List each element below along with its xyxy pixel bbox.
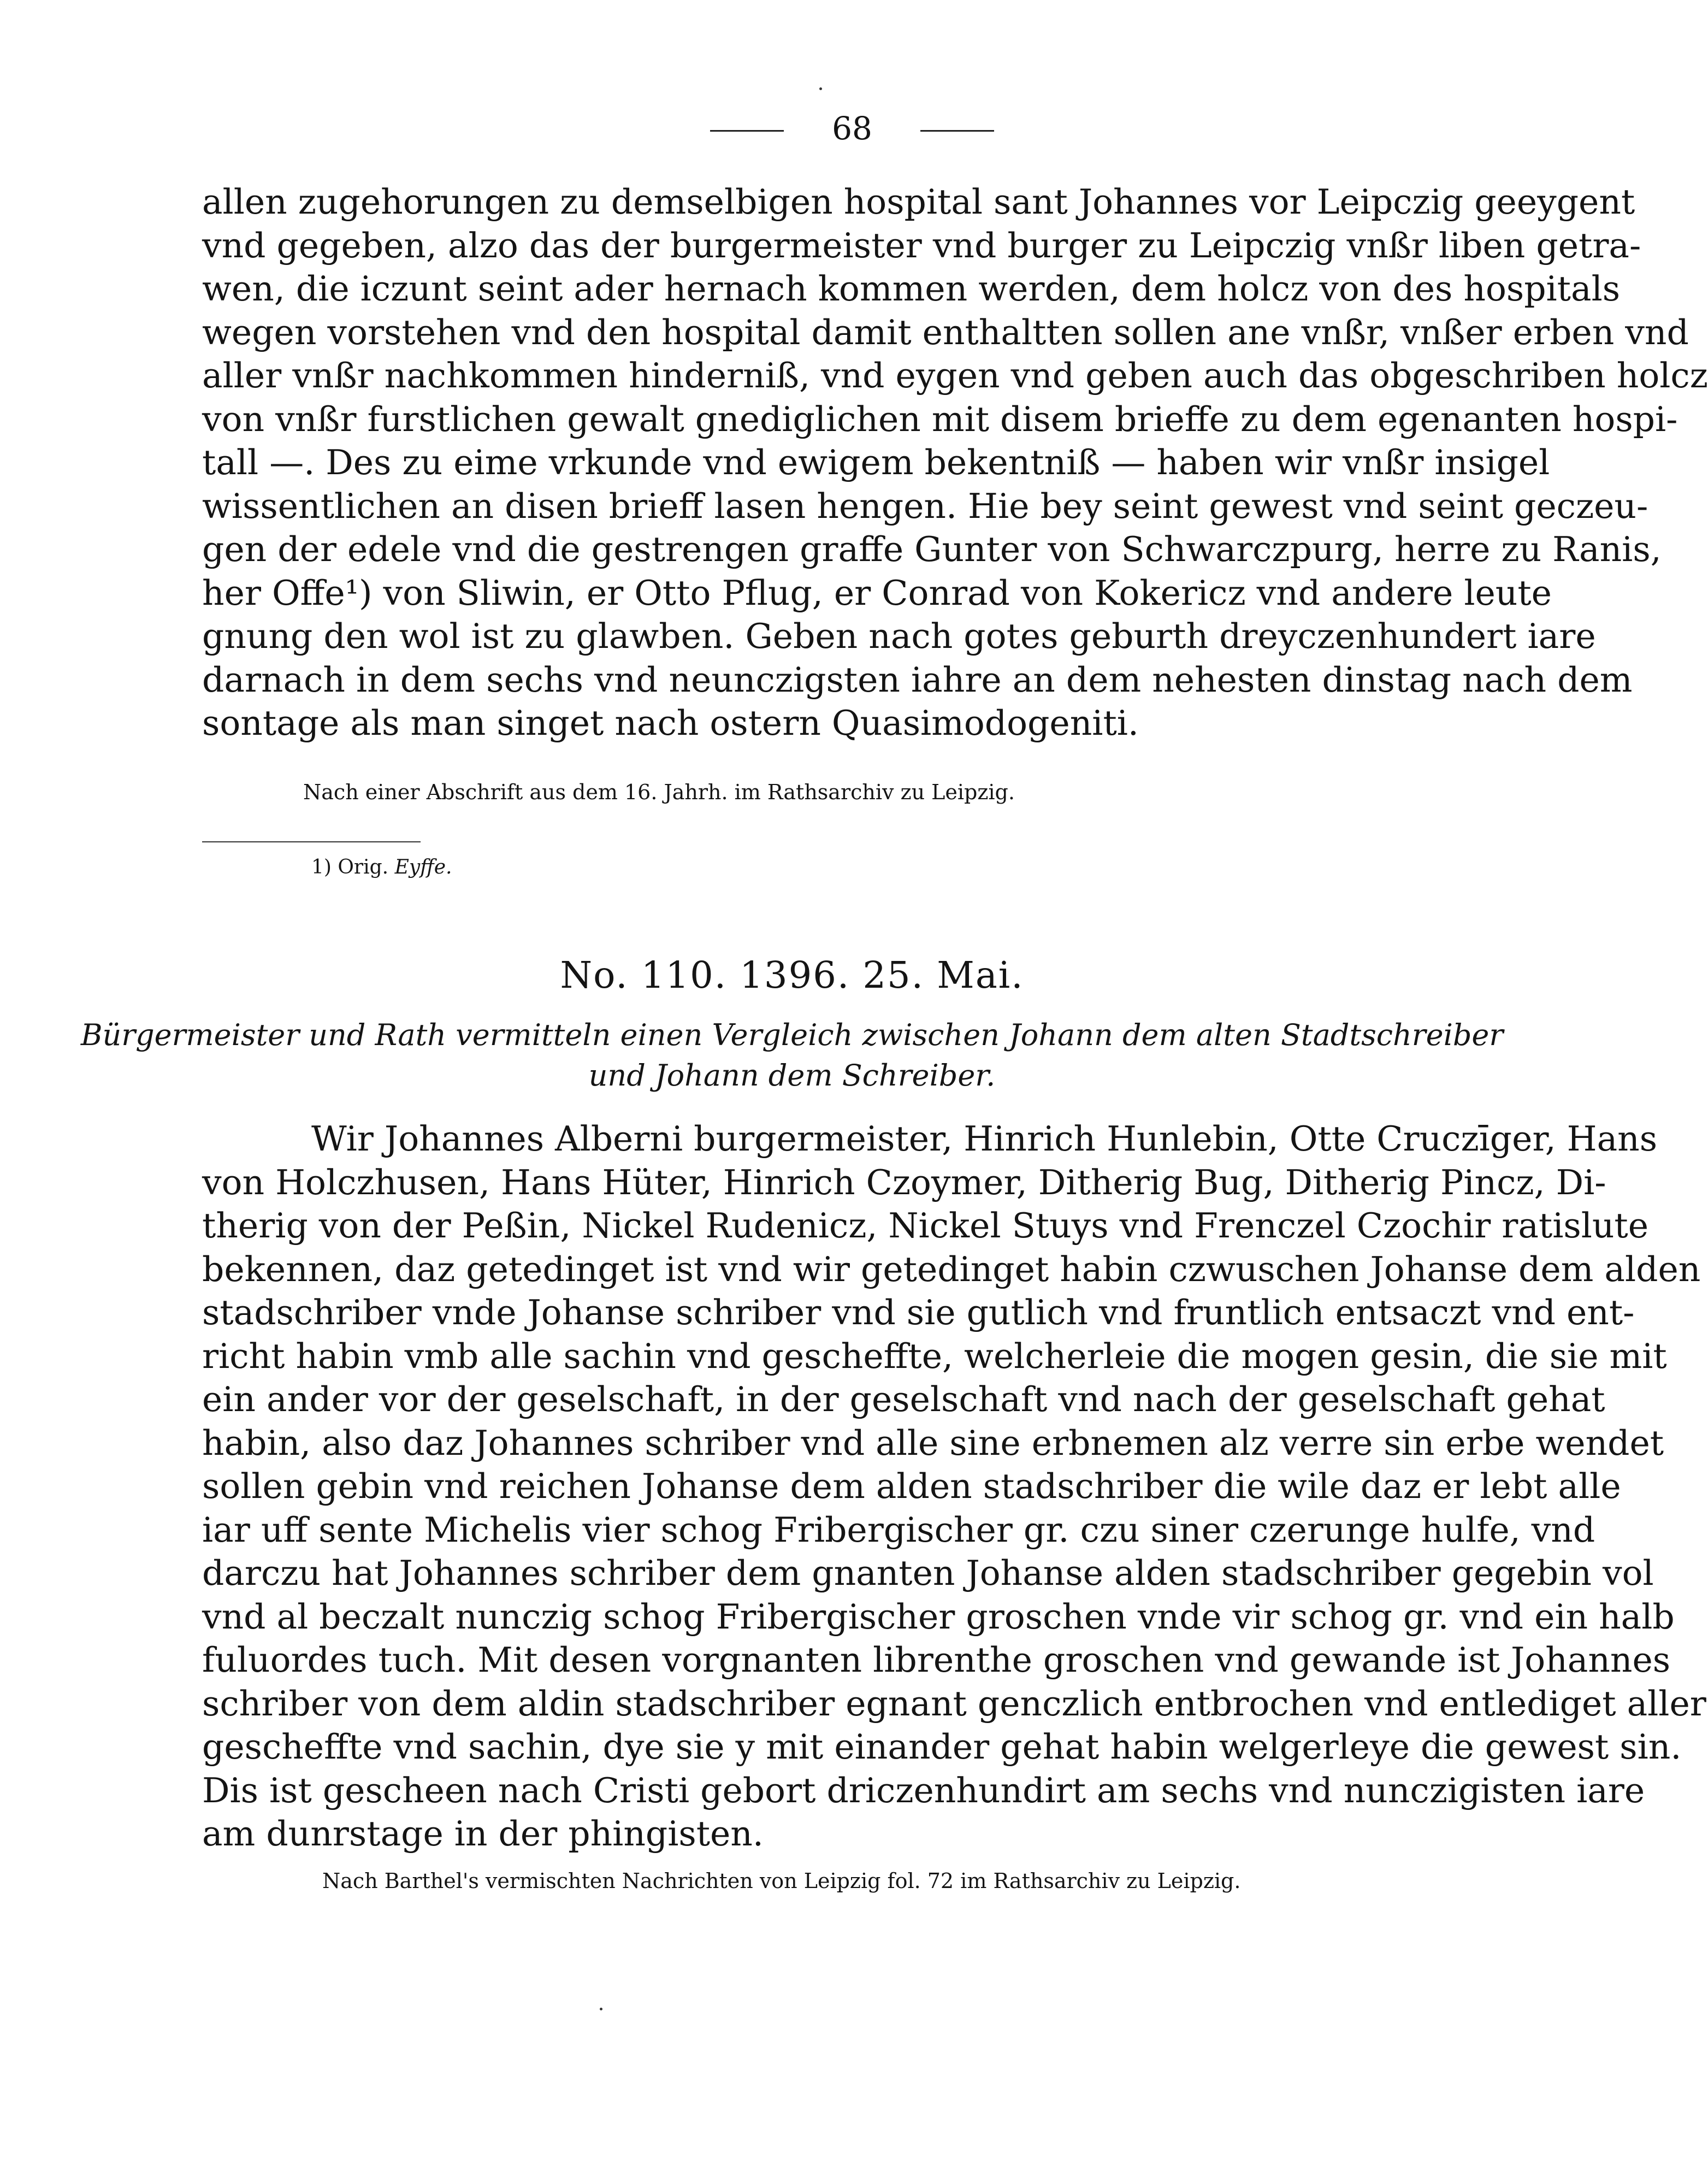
document-summary [0,1015,1584,1096]
text-line: ein ander vor der geselschaft, in der geselschaft vnd nach der geselschaft gehat [202,1379,1605,1419]
document-body-text [202,1117,1706,1856]
speck-mark [819,87,822,90]
page-header [710,109,994,148]
text-line: habin, also daz Johannes schriber vnd alle sine erbnemen alz verre sin erbe wendet [202,1423,1664,1463]
text-line: Wir Johannes Alberni burgermeister, Hinrich Hunlebin, Otte Cruczīger, Hans [311,1119,1658,1159]
text-line: tall —. Des zu eime vrkunde vnd ewigem bekentniß — haben wir vnßr insigel [202,443,1550,482]
footnote-text: Eyffe. [394,856,452,878]
text-line: gnung den wol ist zu glawben. Geben nach gotes geburth dreyczenhundert iare [202,616,1596,656]
header-rule-left [710,130,784,132]
source-note-previous: Nach einer Abschrift aus dem 16. Jahrh. im Rathsarchiv zu Leipzig. [303,780,1015,804]
footnote [311,855,452,880]
text-line: darczu hat Johannes schriber dem gnanten Johanse alden stadschriber gegebin vol [202,1553,1654,1593]
text-line: fuluordes tuch. Mit desen vorgnanten librenthe groschen vnd gewande ist Johannes [202,1640,1671,1680]
text-line: gen der edele vnd die gestrengen graffe Gunter von Schwarczpurg, herre zu Ranis, [202,529,1662,569]
text-line: richt habin vmb alle sachin vnd gescheffte, welcherleie die mogen gesin, die sie mit [202,1336,1667,1376]
text-line: vnd al beczalt nunczig schog Fribergischer groschen vnde vir schog gr. vnd ein halb [202,1596,1675,1637]
text-line: therig von der Peßin, Nickel Rudenicz, Nickel Stuys vnd Frenczel Czochir ratislute [202,1206,1649,1246]
text-line: her Offe¹) von Sliwin, er Otto Pflug, er Conrad von Kokericz vnd andere leute [202,573,1552,613]
document-summary-line: und Johann dem Schreiber. [588,1058,996,1093]
text-line: sontage als man singet nach ostern Quasimodogeniti. [202,703,1139,743]
text-line: allen zugehorungen zu demselbigen hospital sant Johannes vor Leipczig geeygent [202,182,1635,222]
source-note-document: Nach Barthel's vermischten Nachrichten von Leipzig fol. 72 im Rathsarchiv zu Leipzig. [322,1869,1241,1893]
text-line: sollen gebin vnd reichen Johanse dem alden stadschriber die wile daz er lebt alle [202,1466,1621,1506]
document-title: No. 110. 1396. 25. Mai. [560,954,1024,996]
text-line: iar uff sente Michelis vier schog Fribergischer gr. czu siner czerunge hulfe, vnd [202,1509,1595,1550]
page-number: 68 [832,110,872,147]
footnote-separator [202,841,421,842]
text-line: wegen vorstehen vnd den hospital damit enthaltten sollen ane vnßr, vnßer erben vnd [202,312,1689,352]
text-line: aller vnßr nachkommen hinderniß, vnd eygen vnd geben auch das obgeschriben holcz [202,356,1708,396]
text-line: bekennen, daz getedinget ist vnd wir getedinget habin czwuschen Johanse dem alden [202,1249,1701,1289]
text-line: von Holczhusen, Hans Hüter, Hinrich Czoymer, Ditherig Bug, Ditherig Pincz, Di- [202,1162,1606,1202]
document-summary-line: Bürgermeister und Rath vermitteln einen Vergleich zwischen Johann dem alten Stadtschreiber [80,1018,1504,1052]
continued-document-text [202,180,1708,745]
text-line: stadschriber vnde Johanse schriber vnd sie gutlich vnd fruntlich entsaczt vnd ent- [202,1293,1635,1332]
text-line: schriber von dem aldin stadschriber egnant genczlich entbrochen vnd entlediget aller [202,1683,1706,1724]
text-line: von vnßr furstlichen gewalt gnediglichen mit disem brieffe zu dem egenanten hospi- [202,399,1678,439]
text-line: wen, die iczunt seint ader hernach kommen werden, dem holcz von des hospitals [202,269,1621,309]
text-line: wissentlichen an disen brieff lasen hengen. Hie bey seint gewest vnd seint geczeu- [202,486,1648,526]
text-line: Dis ist gescheen nach Cristi gebort driczenhundirt am sechs vnd nunczigisten iare [202,1770,1645,1810]
header-rule-right [920,130,994,132]
speck-mark [600,2008,602,2010]
text-line: am dunrstage in der phingisten. [202,1814,764,1854]
text-line: gescheffte vnd sachin, dye sie y mit einander gehat habin welgerleye die gewest sin. [202,1727,1682,1767]
text-line: vnd gegeben, alzo das der burgermeister vnd burger zu Leipczig vnßr liben getra- [202,225,1641,266]
text-line: darnach in dem sechs vnd neunczigsten iahre an dem nehesten dinstag nach dem [202,659,1633,700]
footnote-marker: 1) Orig. [311,856,389,878]
